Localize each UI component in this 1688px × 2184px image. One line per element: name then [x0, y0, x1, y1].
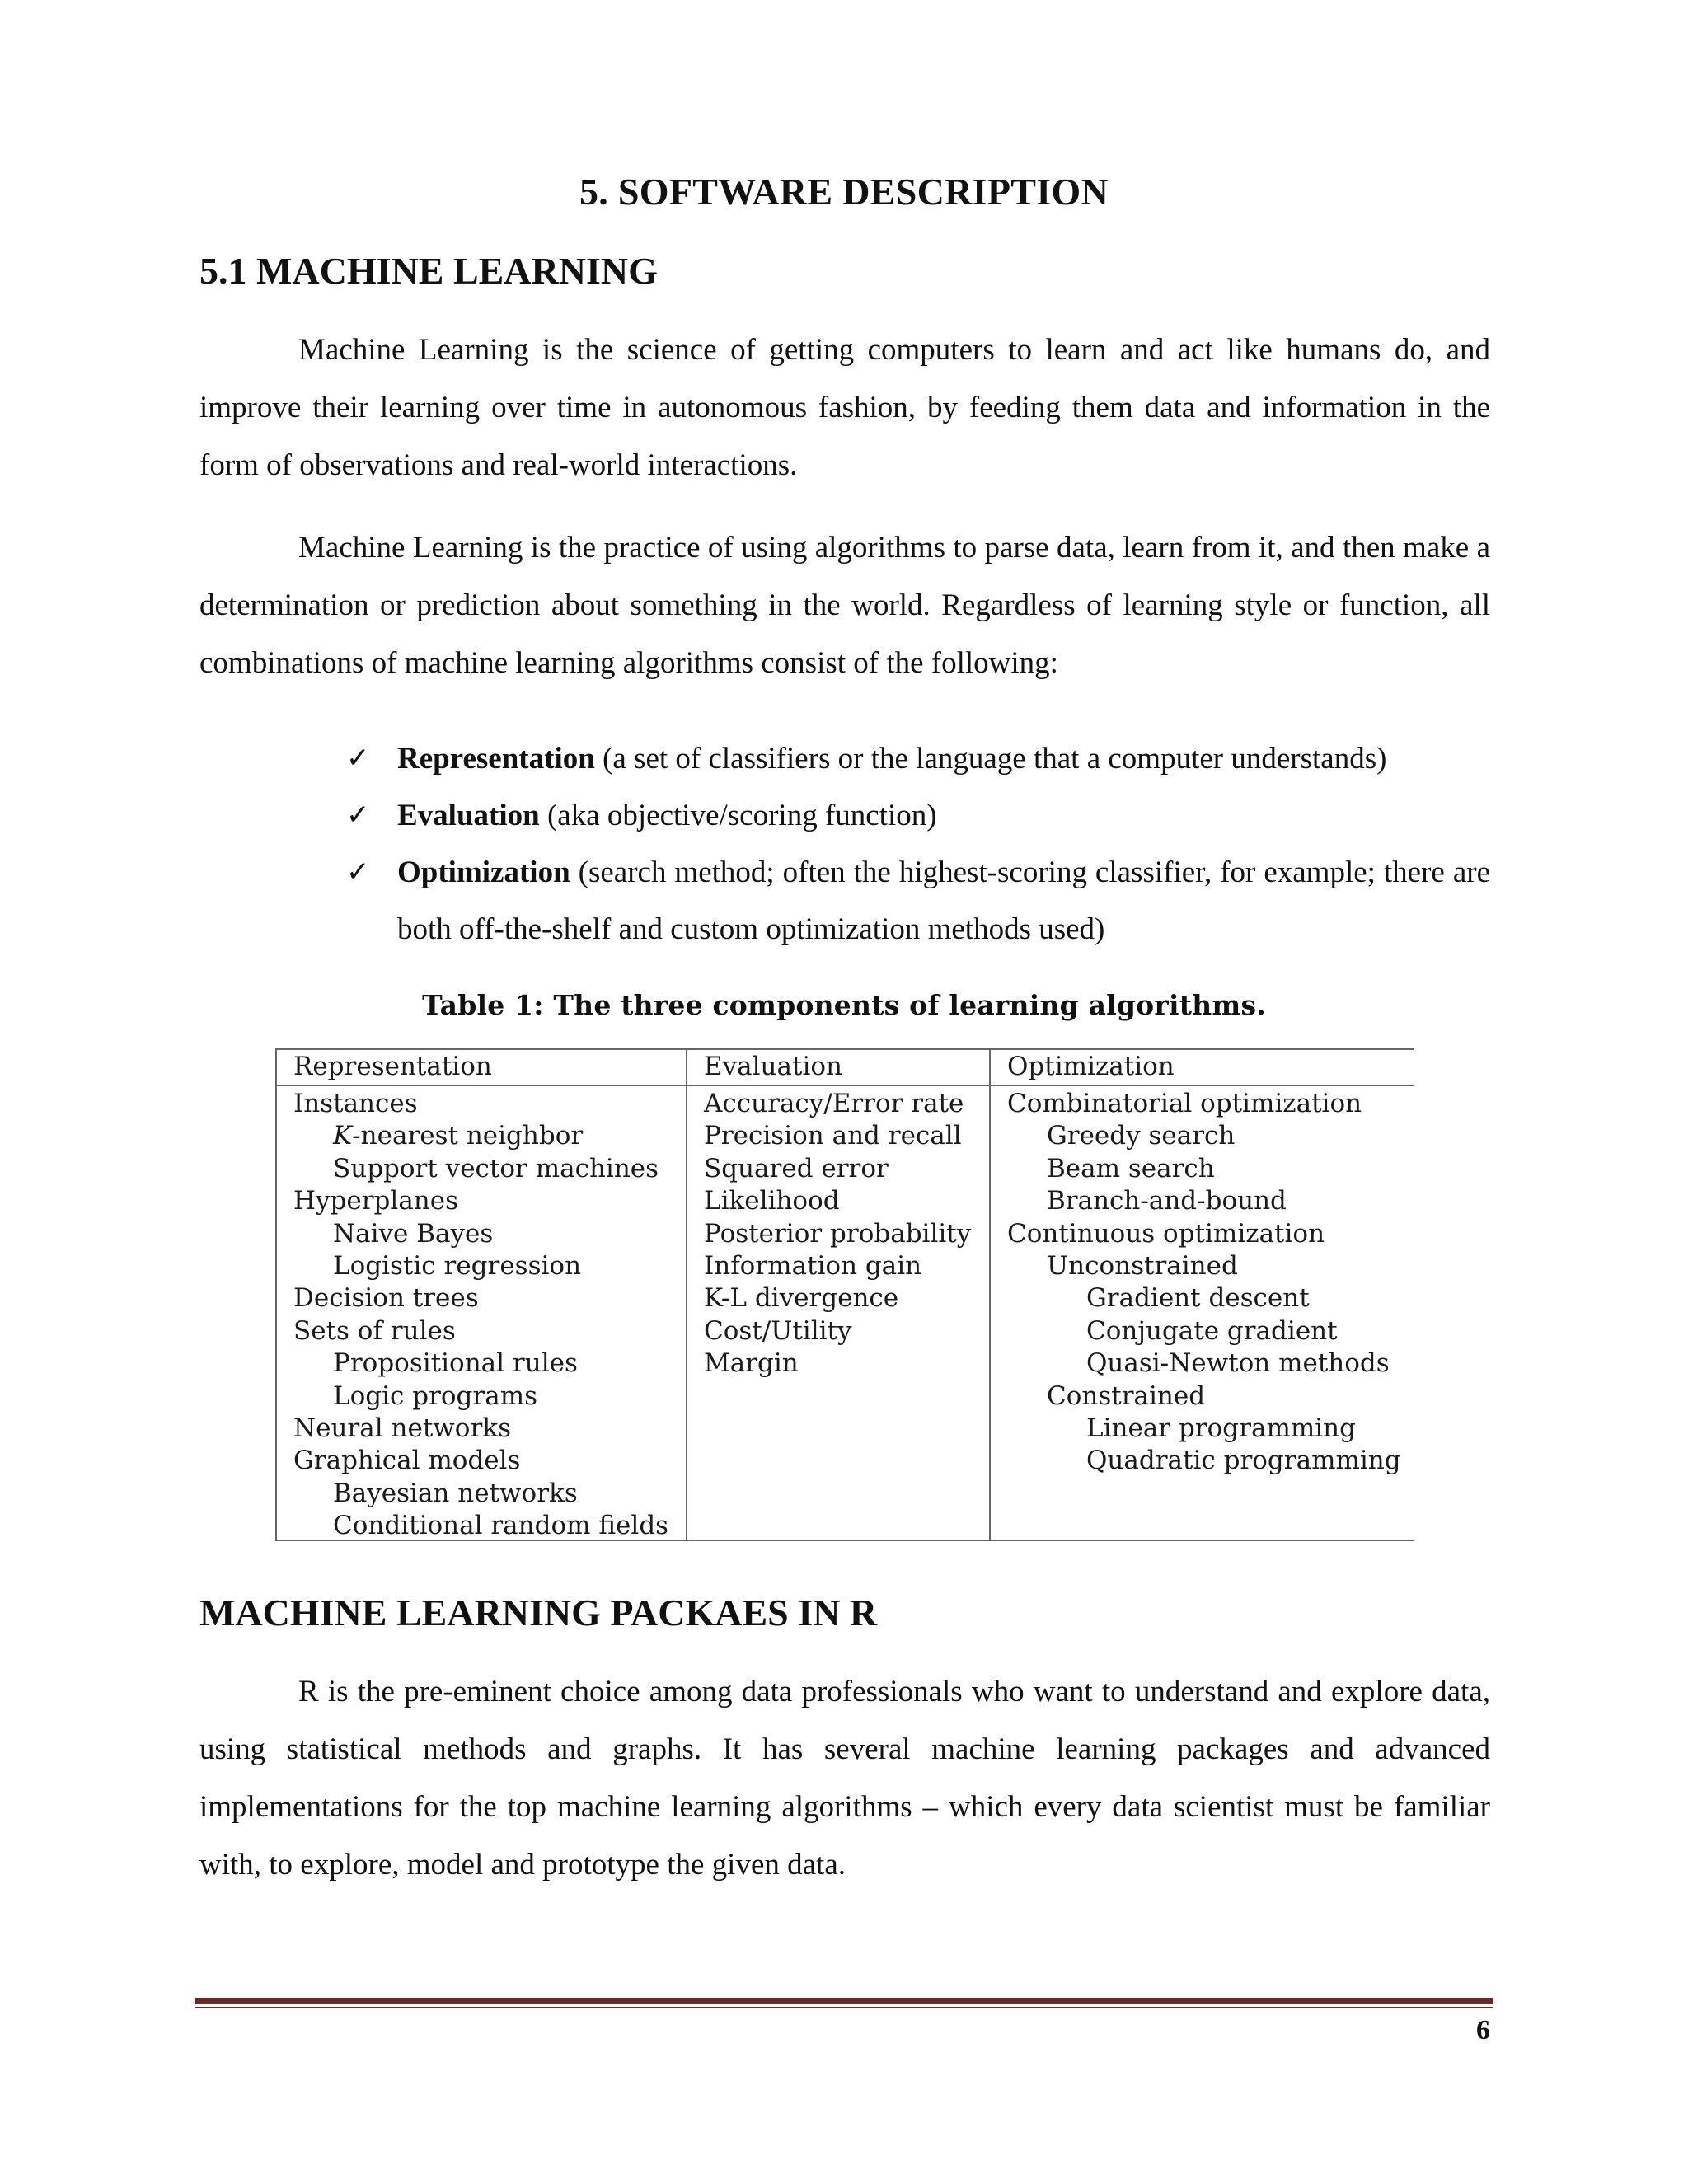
table-caption: Table 1: The three components of learning algorithms. — [422, 989, 1266, 1021]
table-cell: Likelihood — [704, 1186, 840, 1216]
table-column-evaluation — [687, 1050, 991, 1540]
table-cell: Branch-and-bound — [1047, 1186, 1287, 1216]
components-checklist — [346, 730, 1490, 958]
table-cell: Quadratic programming — [1086, 1446, 1401, 1476]
table-cell: Conjugate gradient — [1086, 1315, 1338, 1346]
table-cell: Support vector machines — [333, 1153, 659, 1183]
table-cell: Unconstrained — [1047, 1250, 1238, 1281]
table-cell: Propositional rules — [333, 1348, 578, 1379]
table-cell: Continuous optimization — [1007, 1218, 1325, 1249]
components-table — [275, 1048, 1414, 1541]
section-heading-machine-learning: 5.1 MACHINE LEARNING — [199, 250, 658, 292]
table-cell: Accuracy/Error rate — [704, 1089, 964, 1118]
table-cell: Logic programs — [333, 1380, 537, 1411]
table-cell: Beam search — [1047, 1153, 1215, 1183]
table-cell: Conditional random fields — [333, 1511, 669, 1541]
footer-rule — [195, 1998, 1493, 2004]
checklist-text: (search method; often the highest-scoring classifier, for example; there are both off-the-shelf and custom optimization methods used) — [397, 855, 1490, 946]
table-cell: Posterior probability — [704, 1218, 972, 1249]
footer-rule-thin — [195, 2007, 1493, 2008]
table-cell: Cost/Utility — [704, 1315, 852, 1346]
column-body — [991, 1086, 1414, 1478]
page-number: 6 — [1476, 2015, 1490, 2046]
table-cell: Logistic regression — [333, 1250, 582, 1281]
checklist-item-evaluation — [346, 787, 1490, 844]
table-cell: Hyperplanes — [293, 1186, 459, 1216]
table-cell: Bayesian networks — [333, 1478, 578, 1508]
paragraph-ml-practice: Machine Learning is the practice of using algorithms to parse data, learn from it, and then make a determination or prediction about something in the world. Regardless of learning style or function, all combinations of machine learning algorithms consist of the following: — [199, 531, 1490, 680]
table-cell: Graphical models — [293, 1446, 521, 1476]
table-cell: Margin — [704, 1348, 799, 1379]
table-cell: Decision trees — [293, 1283, 479, 1314]
checklist-text: (aka objective/scoring function) — [539, 799, 937, 832]
table-cell: Information gain — [704, 1250, 922, 1281]
table-cell: Greedy search — [1047, 1121, 1236, 1151]
table-cell: Instances — [293, 1089, 418, 1118]
checklist-text: (a set of classifiers or the language that a computer understands) — [594, 742, 1387, 776]
checklist-item-optimization — [346, 844, 1490, 958]
chapter-title: 5. SOFTWARE DESCRIPTION — [579, 171, 1109, 213]
checklist-term: Representation — [397, 742, 595, 776]
check-icon: ✓ — [346, 742, 370, 775]
paragraph-ml-definition: Machine Learning is the science of getting computers to learn and act like humans do, and improve their learning over time in autonomous fashion, by feeding them data and information in the form of observations and real-world interactions. — [199, 333, 1490, 482]
table-cell: K-nearest neighbor — [333, 1121, 584, 1151]
table-cell: Constrained — [1047, 1380, 1206, 1411]
table-cell: Naive Bayes — [333, 1218, 494, 1249]
table-cell: K-L divergence — [704, 1283, 899, 1314]
table-cell: Neural networks — [293, 1413, 511, 1443]
column-body — [687, 1086, 989, 1380]
table-cell: Precision and recall — [704, 1121, 962, 1151]
check-icon: ✓ — [346, 855, 370, 888]
paragraph-r-packages: R is the pre-eminent choice among data professionals who want to understand and explore data, using statistical methods and graphs. It has several machine learning packages and advanced implementations for the top machine learning algorithms – which every data scientist must be familiar with, to explore, model and prototype the given data. — [199, 1675, 1490, 1882]
table-column-representation — [277, 1050, 687, 1540]
table-cell: Quasi-Newton methods — [1086, 1348, 1390, 1379]
checklist-term: Optimization — [397, 855, 570, 889]
table-cell: Gradient descent — [1086, 1283, 1310, 1314]
checklist-term: Evaluation — [397, 799, 540, 832]
table-cell: Linear programming — [1086, 1413, 1356, 1443]
table-column-optimization — [991, 1050, 1414, 1540]
column-header: Evaluation — [687, 1050, 989, 1086]
section-heading-r-packages: MACHINE LEARNING PACKAES IN R — [199, 1591, 878, 1633]
table-cell: Combinatorial optimization — [1007, 1089, 1362, 1118]
column-header: Representation — [277, 1050, 686, 1086]
table-cell: Squared error — [704, 1153, 889, 1183]
check-icon: ✓ — [346, 799, 370, 832]
table-cell: Sets of rules — [293, 1315, 456, 1346]
checklist-item-representation — [346, 730, 1490, 787]
column-header: Optimization — [991, 1050, 1414, 1086]
column-body — [277, 1086, 686, 1542]
